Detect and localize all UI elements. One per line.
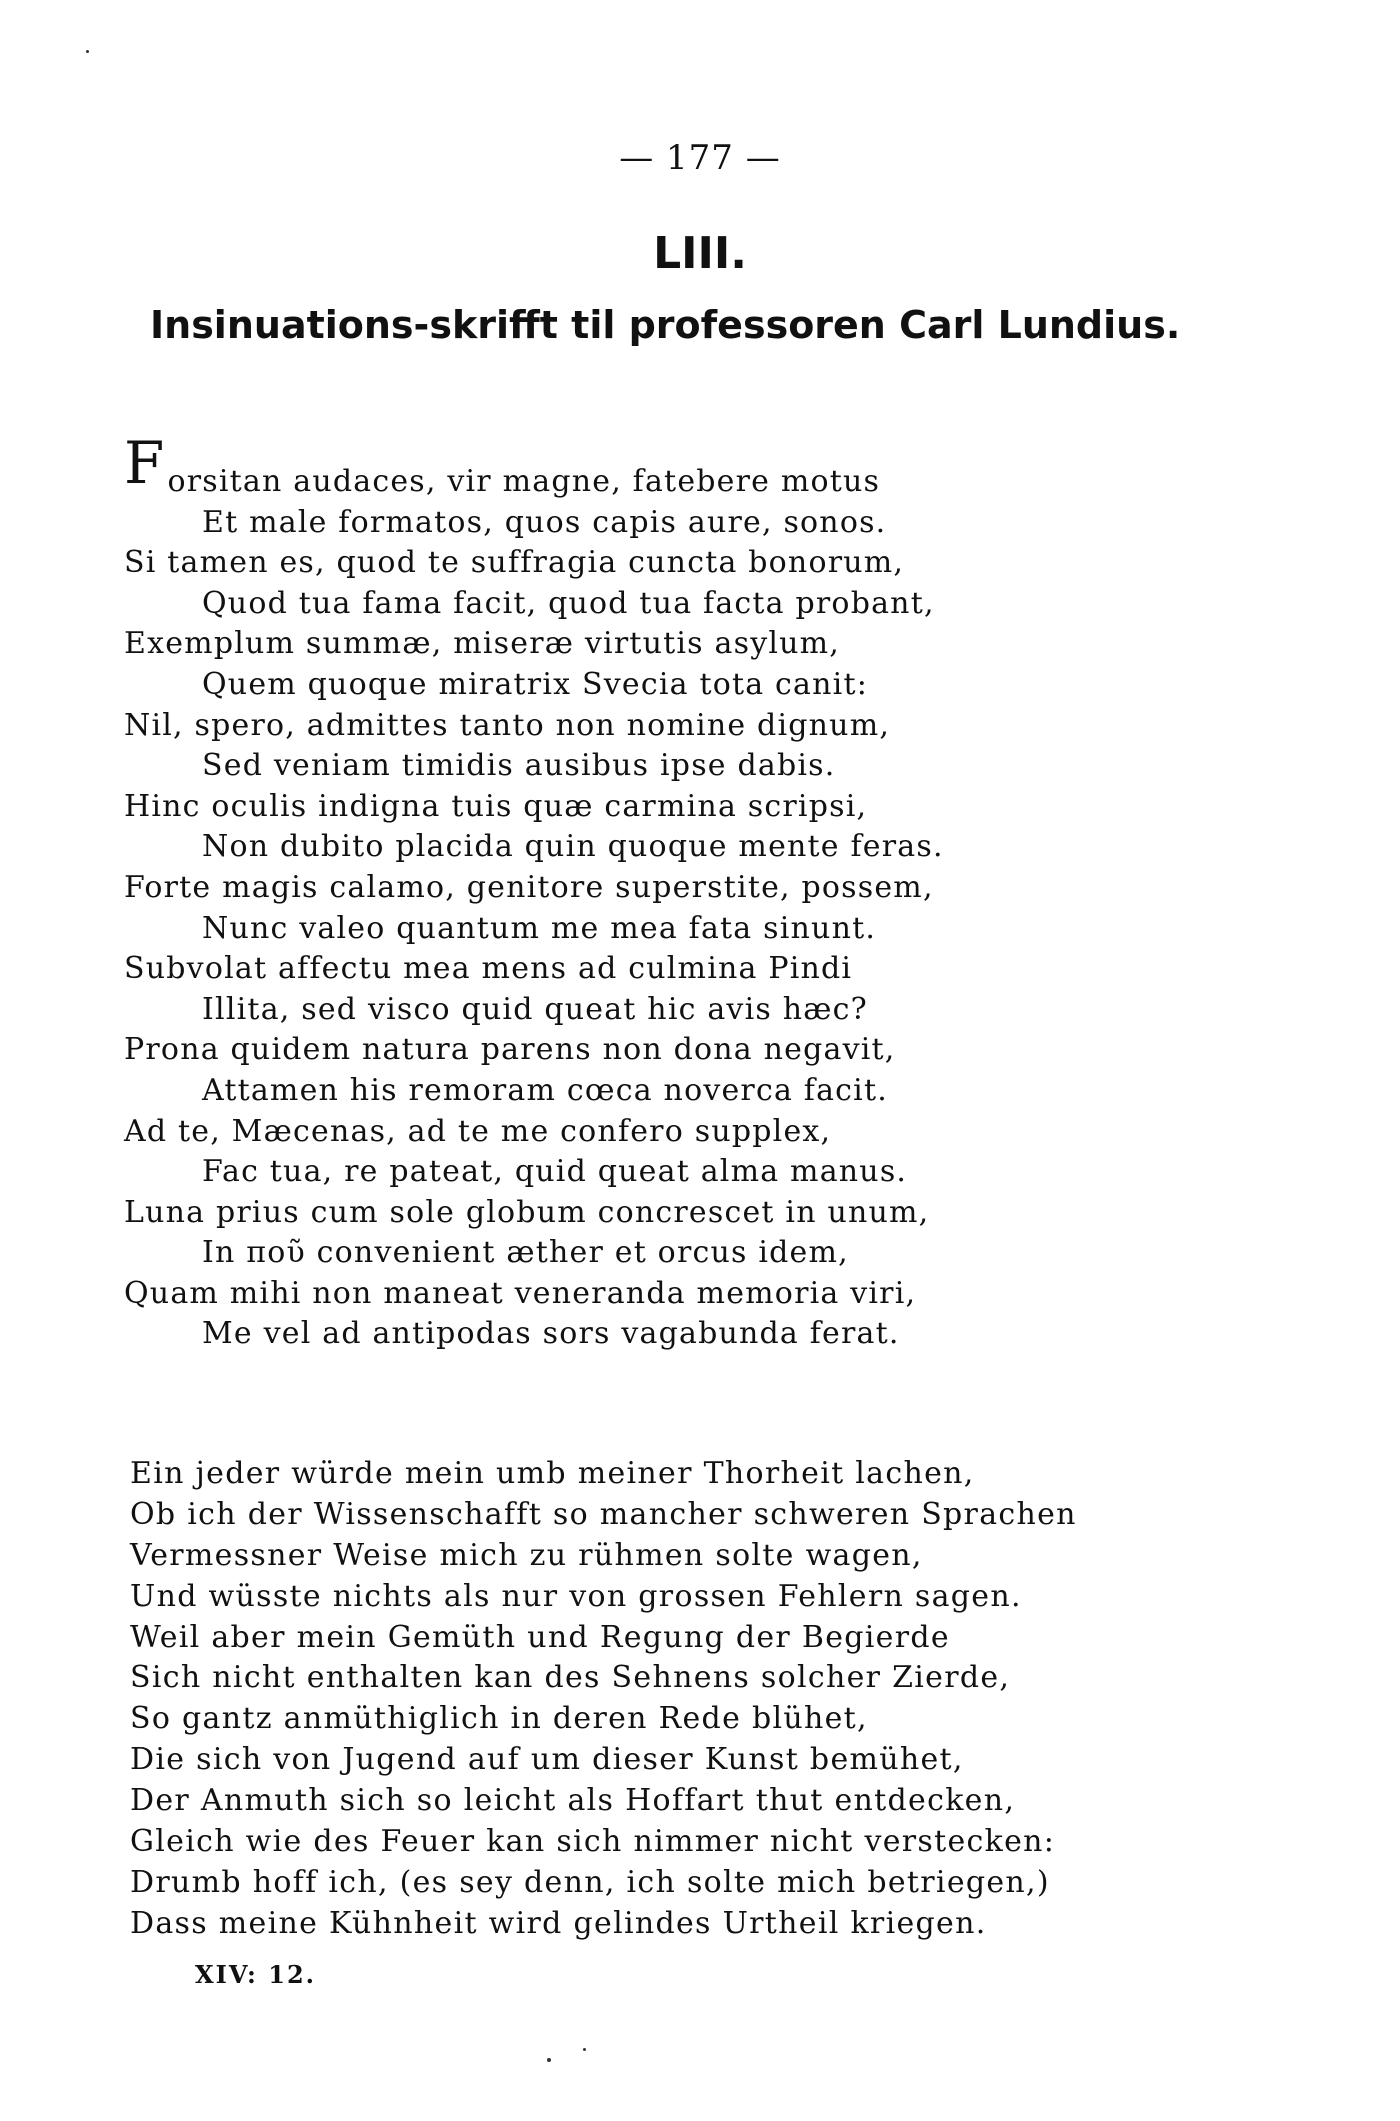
latin-line: Illita, sed visco quid queat hic avis hæc? xyxy=(202,991,868,1027)
latin-line: Exemplum summæ, miseræ virtutis asylum, xyxy=(124,626,841,662)
german-line: Dass meine Kühnheit wird gelindes Urtheil kriegen. xyxy=(130,1905,987,1941)
latin-line: Sed veniam timidis ausibus ipse dabis. xyxy=(202,748,836,784)
german-line: Gleich wie des Feuer kan sich nimmer nicht verstecken: xyxy=(130,1824,1056,1860)
latin-line: Non dubito placida quin quoque mente feras. xyxy=(202,829,944,865)
latin-line: Prona quidem natura parens non dona negavit, xyxy=(124,1032,896,1068)
german-line: Sich nicht enthalten kan des Sehnens solcher Zierde, xyxy=(130,1660,1011,1696)
latin-line: Nil, spero, admittes tanto non nomine dignum, xyxy=(124,707,891,743)
latin-line: Me vel ad antipodas sors vagabunda ferat. xyxy=(202,1316,900,1352)
ink-speck xyxy=(547,2058,551,2062)
latin-line: Forte magis calamo, genitore superstite, possem, xyxy=(124,869,934,905)
signature-mark: XIV: 12. xyxy=(195,1960,317,1989)
latin-line: Attamen his remoram cœca noverca facit. xyxy=(202,1072,888,1108)
latin-line: Quem quoque miratrix Svecia tota canit: xyxy=(202,666,869,702)
latin-line: Fac tua, re pateat, quid queat alma manus. xyxy=(202,1154,908,1190)
german-line: Die sich von Jugend auf um dieser Kunst bemühet, xyxy=(130,1742,964,1778)
latin-line: Quod tua fama facit, quod tua facta probant, xyxy=(202,585,935,621)
latin-line: In πoῦ convenient æther et orcus idem, xyxy=(202,1235,849,1271)
latin-line: Si tamen es, quod te suffragia cuncta bonorum, xyxy=(124,545,905,581)
ink-speck xyxy=(86,50,89,53)
latin-line-1-text: orsitan audaces, vir magne, fatebere motus xyxy=(167,464,881,499)
latin-line-1 xyxy=(124,429,1134,503)
latin-line: Nunc valeo quantum me mea fata sinunt. xyxy=(202,910,877,946)
german-line: Der Anmuth sich so leicht als Hoffart thut entdecken, xyxy=(130,1783,1016,1819)
latin-line: Subvolat affectu mea mens ad culmina Pindi xyxy=(124,951,853,987)
ink-speck xyxy=(583,2048,586,2051)
german-line: Drumb hoff ich, (es sey denn, ich solte mich betriegen,) xyxy=(130,1864,1050,1900)
latin-poem xyxy=(124,429,1134,1355)
latin-line: Quam mihi non maneat veneranda memoria viri, xyxy=(124,1275,917,1311)
german-line: Vermessner Weise mich zu rühmen solte wagen, xyxy=(130,1537,923,1573)
latin-line: Hinc oculis indigna tuis quæ carmina scripsi, xyxy=(124,788,868,824)
latin-line: Ad te, Mæcenas, ad te me confero supplex, xyxy=(124,1113,832,1149)
german-poem xyxy=(130,1454,1260,1945)
poem-title: Insinuations-skrifft til professoren Carl Lundius. xyxy=(150,303,1181,347)
german-line: Weil aber mein Gemüth und Regung der Begierde xyxy=(130,1619,950,1655)
section-numeral: LIII. xyxy=(653,228,747,279)
latin-line: Luna prius cum sole globum concrescet in unum, xyxy=(124,1194,930,1230)
page-number: — 177 — xyxy=(619,138,781,178)
german-line: So gantz anmüthiglich in deren Rede blühet, xyxy=(130,1701,868,1737)
german-line: Ob ich der Wissenschafft so mancher schweren Sprachen xyxy=(130,1496,1077,1532)
drop-cap: F xyxy=(124,429,166,497)
german-line: Und wüsste nichts als nur von grossen Fehlern sagen. xyxy=(130,1578,1022,1614)
german-line: Ein jeder würde mein umb meiner Thorheit lachen, xyxy=(130,1456,975,1491)
latin-line: Et male formatos, quos capis aure, sonos. xyxy=(202,504,887,540)
